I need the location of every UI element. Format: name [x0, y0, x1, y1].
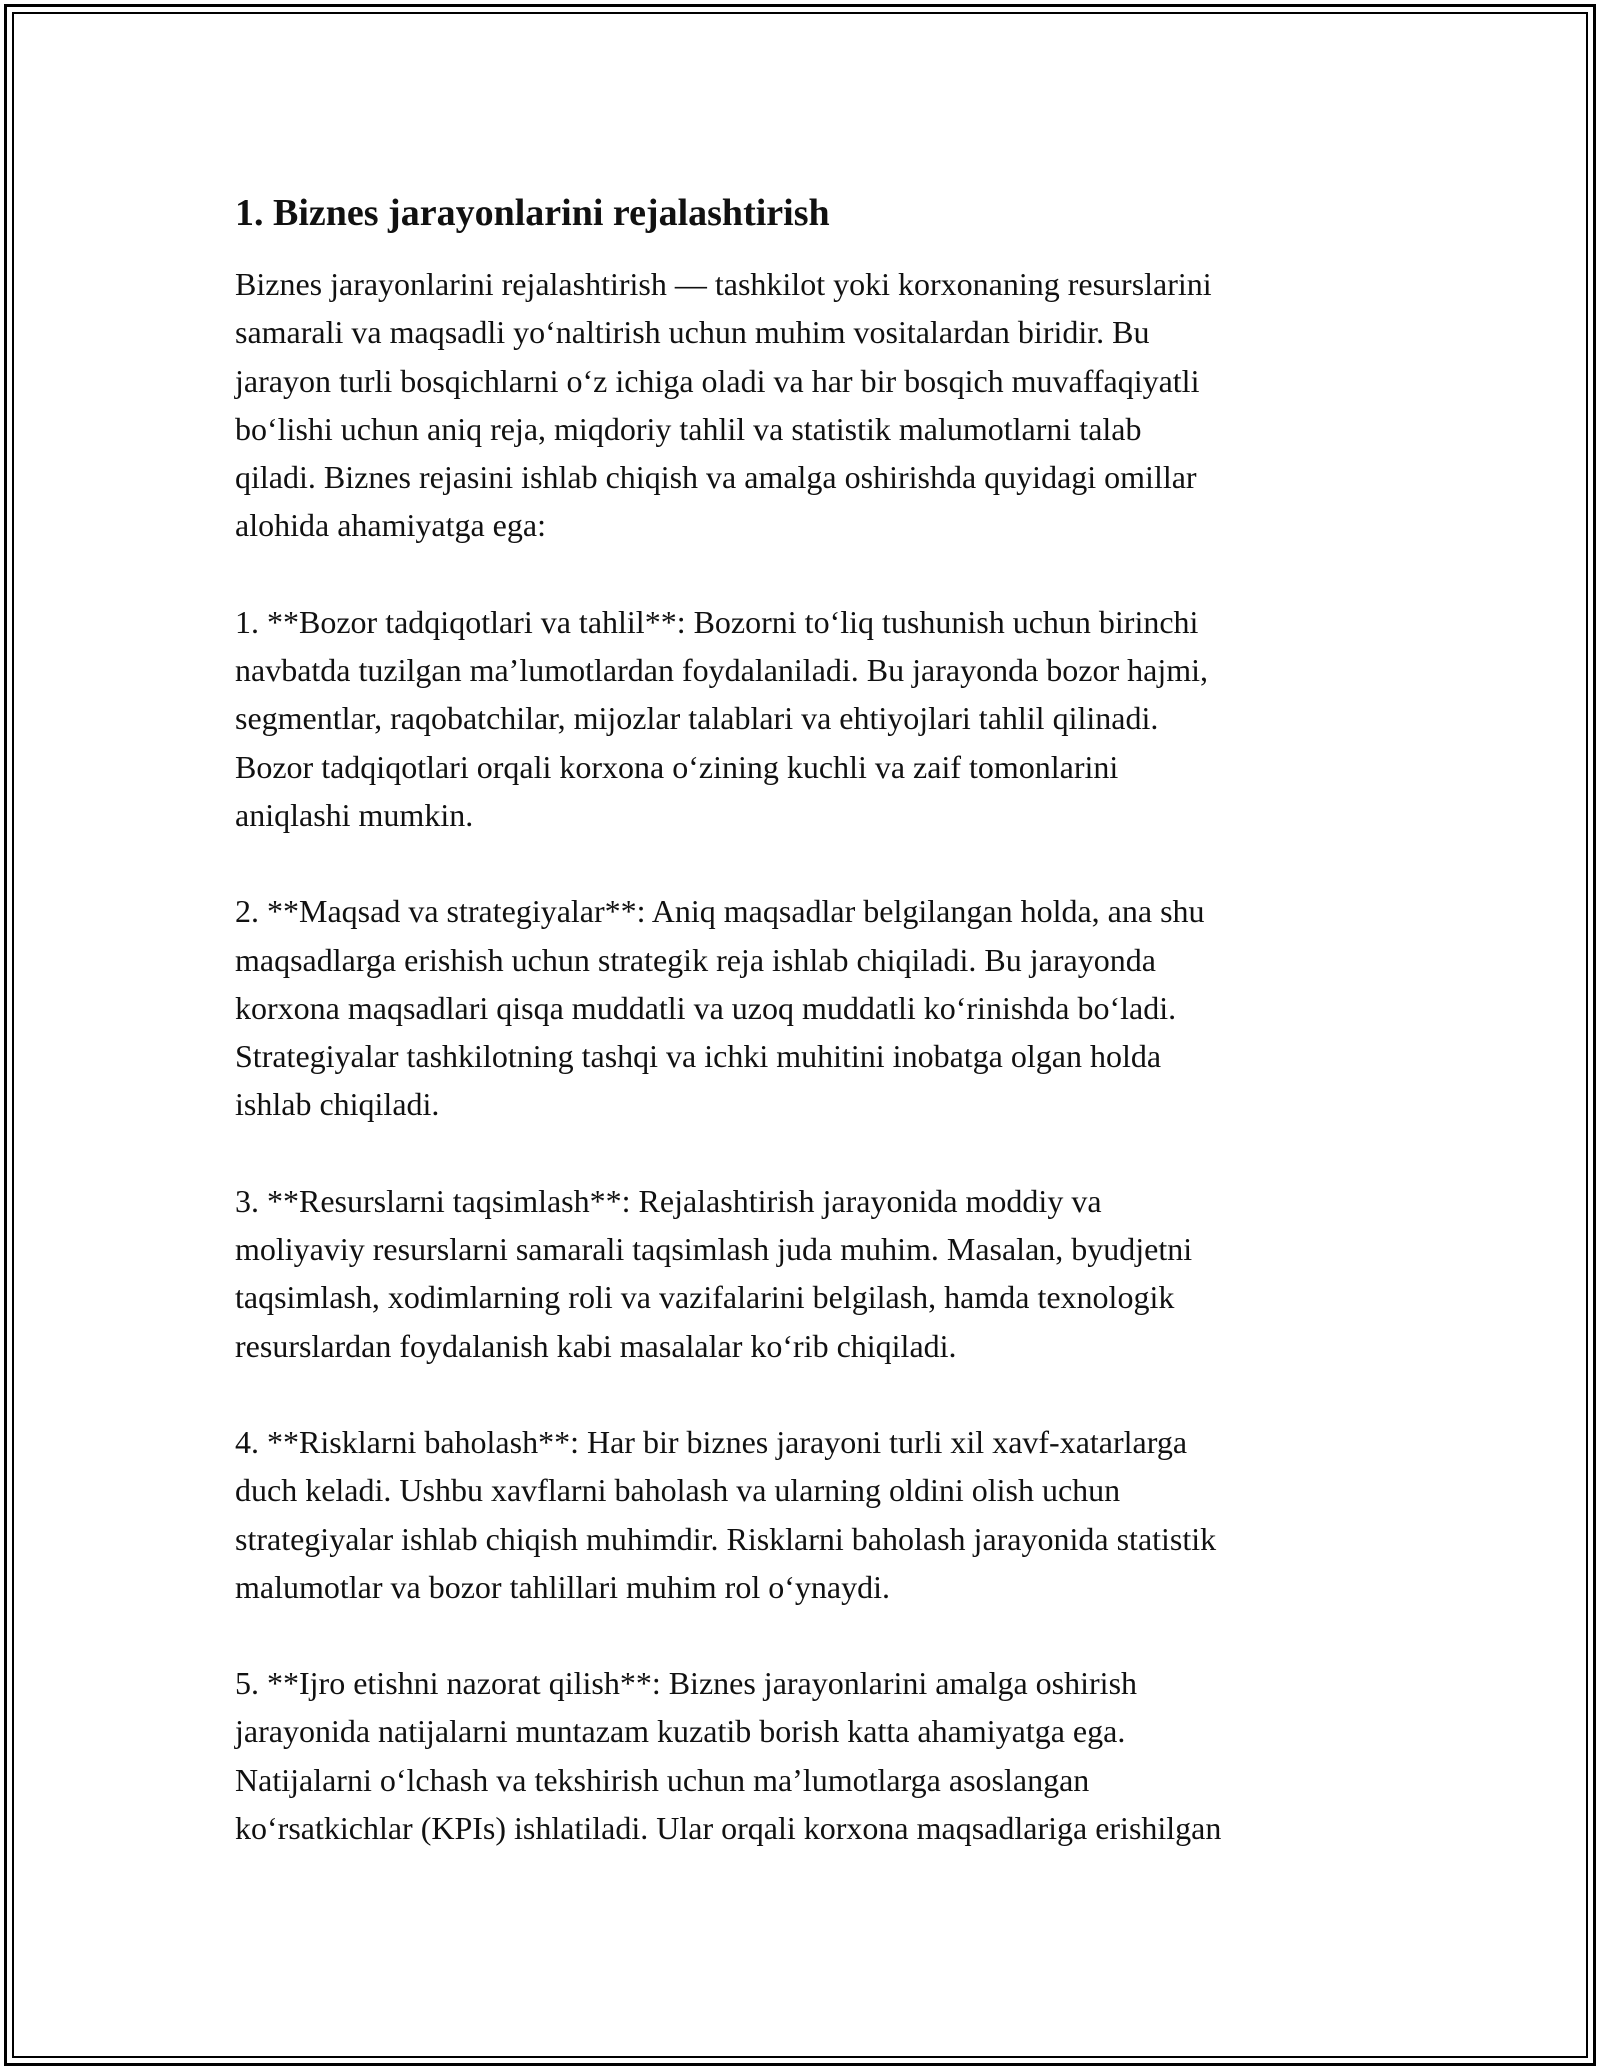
item-paragraph-5: 5. **Ijro etishni nazorat qilish**: Biznes jarayonlarini amalga oshirish jarayonida natijalarni muntazam kuzatib borish katta ahamiyatga ega. Natijalarni oʻlchash va tekshirish uchun maʼlumotlarga asoslangan koʻrsatkichlar (KPIs) ishlatiladi. Ular orqali korxona maqsadlariga erishilgan [235, 1665, 1222, 1847]
intro-paragraph: Biznes jarayonlarini rejalashtirish — tashkilot yoki korxonaning resurslarini samarali va maqsadli yoʻnaltirish uchun muhim vositalardan biridir. Bu jarayon turli bosqichlarni oʻz ichiga oladi va har bir bosqich muvaffaqiyatli boʻlishi uchun aniq reja, miqdoriy tahlil va statistik malumotlarni talab qiladi. Biznes rejasini ishlab chiqish va amalga oshirishda quyidagi omillar alohida ahamiyatga ega: [235, 266, 1212, 544]
item-paragraph-3: 3. **Resurslarni taqsimlash**: Rejalashtirish jarayonida moddiy va moliyaviy resurslarni samarali taqsimlash juda muhim. Masalan, byudjetni taqsimlash, xodimlarning roli va vazifalarini belgilash, hamda texnologik resurslardan foydalanish kabi masalalar koʻrib chiqiladi. [235, 1182, 1193, 1364]
item-paragraph-1: 1. **Bozor tadqiqotlari va tahlil**: Bozorni toʻliq tushunish uchun birinchi navbatda tuzilgan maʼlumotlardan foydalaniladi. Bu jarayonda bozor hajmi, segmentlar, raqobatchilar, mijozlar talablari va ehtiyojlari tahlil qilinadi. Bozor tadqiqotlari orqali korxona oʻzining kuchli va zaif tomonlarini aniqlashi mumkin. [235, 603, 1209, 833]
document-body [235, 184, 1385, 1900]
item-paragraph-2: 2. **Maqsad va strategiyalar**: Aniq maqsadlar belgilangan holda, ana shu maqsadlarga erishish uchun strategik reja ishlab chiqiladi. Bu jarayonda korxona maqsadlari qisqa muddatli va uzoq muddatli koʻrinishda boʻladi. Strategiyalar tashkilotning tashqi va ichki muhitini inobatga olgan holda ishlab chiqiladi. [235, 893, 1205, 1123]
document-title: 1. Biznes jarayonlarini rejalashtirish [235, 192, 830, 234]
item-paragraph-4: 4. **Risklarni baholash**: Har bir biznes jarayoni turli xil xavf-xatarlarga duch keladi. Ushbu xavflarni baholash va ularning oldini olish uchun strategiyalar ishlab chiqish muhimdir. Risklarni baholash jarayonida statistik malumotlar va bozor tahlillari muhim rol oʻynaydi. [235, 1423, 1217, 1605]
